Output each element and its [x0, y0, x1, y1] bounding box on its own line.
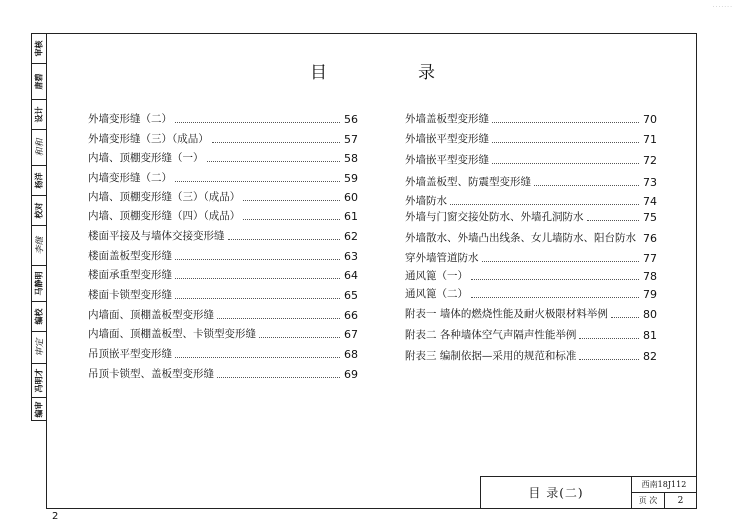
toc-label: 外墙变形缝（二）	[88, 113, 172, 125]
dot-leader	[228, 238, 341, 240]
side-cell	[32, 34, 46, 64]
dot-leader	[243, 218, 340, 220]
dot-leader	[175, 121, 340, 123]
toc-entry	[88, 190, 358, 204]
side-cell-text: 审核	[33, 40, 44, 57]
toc-label: 吊顶卡锁型、盖板型变形缝	[88, 368, 214, 380]
side-cell-text: 校对	[33, 202, 44, 219]
side-cell	[32, 398, 46, 421]
dot-leader	[243, 199, 340, 201]
page-number: 2	[677, 495, 684, 506]
dot-leader	[175, 356, 340, 358]
toc-label: 外墙嵌平型变形缝	[405, 154, 489, 166]
dot-leader	[259, 336, 340, 338]
toc-entry	[88, 308, 358, 322]
side-cell-text: 马静明	[33, 271, 44, 296]
toc-entry	[405, 251, 657, 265]
dot-leader	[492, 162, 639, 164]
toc-entry	[88, 249, 358, 263]
side-cell	[32, 64, 46, 100]
side-cell-text: 唐碧	[33, 73, 44, 90]
toc-label: 穿外墙管道防水	[405, 252, 479, 264]
toc-label: 内墙变形缝（二）	[88, 172, 172, 184]
dot-leader	[212, 141, 340, 143]
toc-page: 64	[344, 269, 358, 282]
side-cell	[32, 166, 46, 196]
toc-label: 吊顶嵌平型变形缝	[88, 348, 172, 360]
toc-page: 58	[344, 152, 358, 165]
toc-entry	[405, 269, 657, 283]
dot-leader	[450, 203, 639, 205]
toc-page: 67	[344, 328, 358, 341]
toc-entry	[88, 347, 358, 361]
toc-label: 附表二 各种墙体空气声隔声性能举例	[405, 329, 577, 341]
toc-page: 68	[344, 348, 358, 361]
toc-label: 外墙嵌平型变形缝	[405, 133, 489, 145]
dot-leader	[492, 121, 639, 123]
dot-leader	[611, 316, 639, 318]
drawing-name: 目 录(二)	[481, 477, 632, 508]
toc-entry	[88, 367, 358, 381]
toc-page: 81	[643, 329, 657, 342]
toc-page: 65	[344, 289, 358, 302]
side-cell-text: 编校	[33, 308, 44, 325]
toc-entry	[88, 209, 358, 223]
toc-page: 82	[643, 350, 657, 363]
toc-label: 外墙盖板型变形缝	[405, 113, 489, 125]
sheet-number: 2	[52, 511, 59, 522]
toc-entry	[88, 229, 358, 243]
toc-entry	[405, 328, 657, 342]
side-cell	[32, 130, 46, 166]
toc-label: 内墙、顶棚变形缝（一）	[88, 152, 204, 164]
toc-page: 69	[344, 368, 358, 381]
toc-label: 内墙、顶棚变形缝（三）（成品）	[88, 191, 241, 203]
side-cell-text: 审定	[35, 338, 46, 357]
side-cell	[32, 196, 46, 226]
toc-page: 62	[344, 230, 358, 243]
toc-page: 78	[643, 270, 657, 283]
side-cell	[32, 266, 46, 302]
toc-entry	[88, 151, 358, 165]
signature-strip	[31, 33, 46, 421]
toc-page: 56	[344, 113, 358, 126]
dot-leader	[482, 260, 640, 262]
dot-leader	[175, 297, 340, 299]
toc-entry	[405, 194, 657, 208]
dot-leader	[579, 337, 639, 339]
dot-leader	[492, 141, 639, 143]
dot-leader	[217, 317, 340, 319]
title-char-right: 录	[418, 63, 437, 83]
dot-leader	[579, 358, 639, 360]
toc-entry	[88, 288, 358, 302]
toc-entry	[88, 112, 358, 126]
toc-label: 通风篦（一）	[405, 270, 468, 282]
toc-label: 内墙面、顶棚盖板型、卡锁型变形缝	[88, 328, 256, 340]
side-cell-text: 杨洋	[33, 172, 44, 189]
side-cell	[32, 100, 46, 130]
toc-label: 楼面卡锁型变形缝	[88, 289, 172, 301]
side-cell	[32, 226, 46, 266]
side-cell-text: 李继	[35, 236, 46, 255]
dot-leader	[534, 184, 639, 186]
toc-entry	[405, 175, 657, 189]
toc-page: 63	[344, 250, 358, 263]
dot-leader	[207, 160, 341, 162]
atlas-number: 西南18J112	[632, 477, 696, 493]
toc-page: 79	[643, 288, 657, 301]
toc-page: 71	[643, 133, 657, 146]
toc-entry	[405, 231, 657, 245]
toc-page: 74	[643, 195, 657, 208]
toc-entry	[405, 112, 657, 126]
toc-label: 附表三 编制依据—采用的规范和标准	[405, 350, 577, 362]
side-cell-text: 设计	[33, 106, 44, 123]
dot-leader	[175, 258, 340, 260]
toc-entry	[405, 307, 657, 321]
dot-leader	[587, 219, 640, 221]
toc-label: 外墙与门窗交接处防水、外墙孔洞防水	[405, 211, 584, 223]
toc-page: 80	[643, 308, 657, 321]
toc-page: 60	[344, 191, 358, 204]
toc-page: 76	[643, 232, 657, 245]
toc-entry	[88, 171, 358, 185]
toc-label: 外墙盖板型、防震型变形缝	[405, 176, 531, 188]
toc-entry	[405, 210, 657, 224]
toc-label: 通风篦（二）	[405, 288, 468, 300]
title-char-left: 目	[310, 63, 329, 83]
page-label: 页 次	[632, 493, 665, 508]
side-cell-text: 冯明才	[33, 368, 44, 393]
side-cell-text: 和和	[35, 138, 46, 157]
toc-entry	[405, 287, 657, 301]
toc-page: 73	[643, 176, 657, 189]
toc-label: 楼面平接及与墙体交接变形缝	[88, 230, 225, 242]
side-cell	[32, 332, 46, 364]
toc-page: 57	[344, 133, 358, 146]
side-cell-text: 编审	[33, 401, 44, 418]
toc-page: 75	[643, 211, 657, 224]
toc-label: 内墙面、顶棚盖板型变形缝	[88, 309, 214, 321]
toc-label: 外墙防水	[405, 195, 447, 207]
toc-page: 70	[643, 113, 657, 126]
toc-label: 内墙、顶棚变形缝（四）（成品）	[88, 210, 241, 222]
side-cell	[32, 364, 46, 398]
toc-page: 61	[344, 210, 358, 223]
dot-leader	[175, 277, 340, 279]
dot-leader	[175, 180, 340, 182]
toc-page: 72	[643, 154, 657, 167]
side-cell	[32, 302, 46, 332]
dot-leader	[217, 376, 340, 378]
toc-page: 77	[643, 252, 657, 265]
toc-entry	[88, 268, 358, 282]
dot-leader	[471, 296, 639, 298]
toc-label: 楼面承重型变形缝	[88, 269, 172, 281]
title-block	[480, 476, 697, 509]
corner-mark: ·······	[712, 4, 733, 11]
toc-page: 66	[344, 309, 358, 322]
toc-entry	[88, 132, 358, 146]
toc-entry	[405, 349, 657, 363]
toc-label: 附表一 墙体的燃烧性能及耐火极限材料举例	[405, 308, 608, 320]
toc-label: 楼面盖板型变形缝	[88, 250, 172, 262]
toc-label: 外墙变形缝（三）（成品）	[88, 133, 209, 145]
toc-entry	[88, 327, 358, 341]
toc-label: 外墙散水、外墙凸出线条、女儿墙防水、阳台防水	[405, 232, 636, 244]
dot-leader	[471, 278, 639, 280]
toc-page: 59	[344, 172, 358, 185]
toc-entry	[405, 153, 657, 167]
toc-entry	[405, 132, 657, 146]
